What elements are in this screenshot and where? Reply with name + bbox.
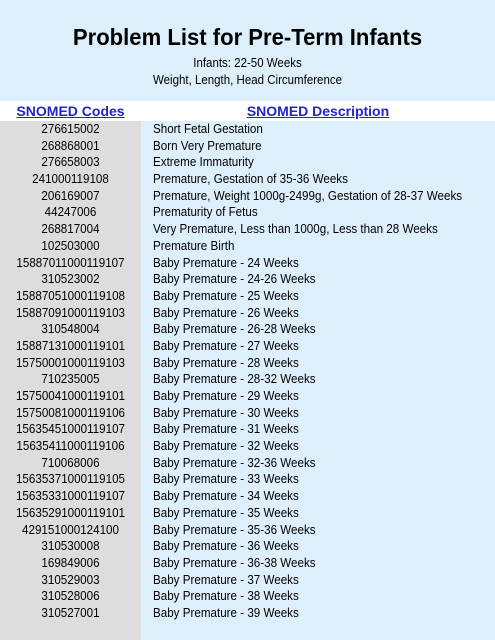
snomed-description-cell: Baby Premature - 25 Weeks (153, 288, 299, 303)
snomed-code-cell: 310527001 (41, 605, 100, 620)
snomed-description-cell: Born Very Premature (153, 138, 262, 153)
snomed-code-cell: 15750001000119103 (15, 355, 126, 370)
snomed-code-cell: 268817004 (41, 222, 100, 237)
table-row (0, 154, 495, 171)
table-row (0, 255, 495, 272)
snomed-code-cell: 276615002 (41, 122, 100, 136)
table-row (0, 421, 495, 438)
page-title: Problem List for Pre-Term Infants (72, 24, 423, 50)
snomed-description-cell: Baby Premature - 32-36 Weeks (153, 455, 316, 470)
snomed-code-cell: 710235005 (41, 372, 100, 387)
table-row (0, 455, 495, 472)
snomed-code-cell: 102503000 (41, 238, 100, 253)
snomed-code-cell: 310529003 (41, 572, 100, 587)
snomed-code-cell: 276658003 (41, 155, 100, 170)
table-row (0, 238, 495, 255)
snomed-code-cell: 310523002 (41, 272, 100, 287)
table-row (0, 121, 495, 138)
snomed-code-cell: 15635451000119107 (15, 422, 126, 437)
snomed-description-cell: Baby Premature - 32 Weeks (153, 439, 299, 454)
snomed-description-cell: Short Fetal Gestation (153, 122, 263, 136)
snomed-description-cell: Baby Premature - 30 Weeks (153, 405, 299, 420)
table-row (0, 588, 495, 605)
snomed-description-cell: Extreme Immaturity (153, 155, 254, 170)
snomed-description-cell: Baby Premature - 35 Weeks (153, 505, 299, 520)
snomed-code-cell: 206169007 (41, 188, 100, 203)
snomed-description-cell: Baby Premature - 28 Weeks (153, 355, 299, 370)
table-row (0, 288, 495, 305)
snomed-description-cell: Baby Premature - 26 Weeks (153, 305, 299, 320)
snomed-code-cell: 44247006 (44, 205, 97, 220)
snomed-code-cell: 15635411000119106 (16, 439, 125, 454)
snomed-code-cell: 268868001 (41, 138, 100, 153)
snomed-description-cell: Premature Birth (153, 238, 235, 253)
snomed-code-cell: 15750081000119106 (15, 405, 126, 420)
snomed-description-cell: Premature, Weight 1000g-2499g, Gestation of 28-37 Weeks (153, 188, 463, 203)
column-header-snomed-codes[interactable]: SNOMED Codes (16, 103, 125, 119)
snomed-description-cell: Baby Premature - 39 Weeks (153, 605, 299, 620)
snomed-description-cell: Baby Premature - 27 Weeks (153, 338, 299, 353)
snomed-table-body (0, 121, 495, 622)
table-row (0, 221, 495, 238)
subtitle-age-range: Infants: 22-50 Weeks (193, 56, 302, 70)
snomed-description-cell: Baby Premature - 26-28 Weeks (153, 322, 316, 337)
snomed-description-cell: Baby Premature - 31 Weeks (153, 422, 299, 437)
table-row (0, 321, 495, 338)
snomed-code-cell: 15887051000119108 (15, 288, 126, 303)
snomed-description-cell: Premature, Gestation of 35-36 Weeks (153, 172, 348, 187)
table-row (0, 188, 495, 205)
snomed-description-cell: Baby Premature - 37 Weeks (153, 572, 299, 587)
table-row (0, 572, 495, 589)
snomed-description-cell: Baby Premature - 34 Weeks (153, 489, 299, 504)
snomed-description-cell: Baby Premature - 36 Weeks (153, 539, 299, 554)
snomed-code-cell: 429151000124100 (22, 522, 119, 537)
snomed-description-cell: Baby Premature - 36-38 Weeks (153, 555, 316, 570)
snomed-code-cell: 169849006 (41, 555, 100, 570)
snomed-code-cell: 15635371000119105 (15, 472, 126, 487)
snomed-code-cell: 310548004 (41, 322, 100, 337)
table-row (0, 371, 495, 388)
snomed-code-cell: 15635331000119107 (15, 489, 126, 504)
snomed-description-cell: Prematurity of Fetus (153, 205, 258, 220)
snomed-description-cell: Baby Premature - 38 Weeks (153, 589, 299, 604)
subtitle-measurements: Weight, Length, Head Circumference (152, 73, 343, 87)
table-row (0, 555, 495, 572)
column-header-snomed-description[interactable]: SNOMED Description (246, 103, 390, 119)
table-row (0, 355, 495, 372)
snomed-code-cell: 15887011000119107 (16, 255, 125, 270)
snomed-description-cell: Baby Premature - 29 Weeks (153, 389, 299, 403)
table-row (0, 204, 495, 221)
snomed-description-cell: Baby Premature - 33 Weeks (153, 472, 299, 487)
table-row (0, 305, 495, 322)
table-row (0, 471, 495, 488)
table-row (0, 338, 495, 355)
table-row (0, 405, 495, 422)
table-row (0, 271, 495, 288)
table-row (0, 522, 495, 539)
snomed-code-cell: 310530008 (41, 539, 100, 554)
table-row (0, 605, 495, 622)
table-row (0, 438, 495, 455)
snomed-code-cell: 15887091000119103 (15, 305, 126, 320)
snomed-code-cell: 310528006 (41, 589, 100, 604)
snomed-description-cell: Baby Premature - 35-36 Weeks (153, 522, 316, 537)
snomed-code-cell: 15750041000119101 (15, 389, 126, 403)
table-row (0, 505, 495, 522)
snomed-code-cell: 15635291000119101 (15, 505, 126, 520)
snomed-description-cell: Very Premature, Less than 1000g, Less than 28 Weeks (153, 222, 438, 237)
table-row (0, 538, 495, 555)
snomed-description-cell: Baby Premature - 24 Weeks (153, 255, 299, 270)
snomed-description-cell: Baby Premature - 24-26 Weeks (153, 272, 316, 287)
snomed-description-cell: Baby Premature - 28-32 Weeks (153, 372, 316, 387)
header-banner (0, 0, 495, 101)
table-row (0, 388, 495, 405)
snomed-code-cell: 15887131000119101 (15, 338, 126, 353)
table-row (0, 138, 495, 155)
table-row (0, 488, 495, 505)
snomed-code-cell: 710068006 (41, 455, 100, 470)
snomed-code-cell: 241000119108 (32, 172, 109, 187)
table-row (0, 171, 495, 188)
